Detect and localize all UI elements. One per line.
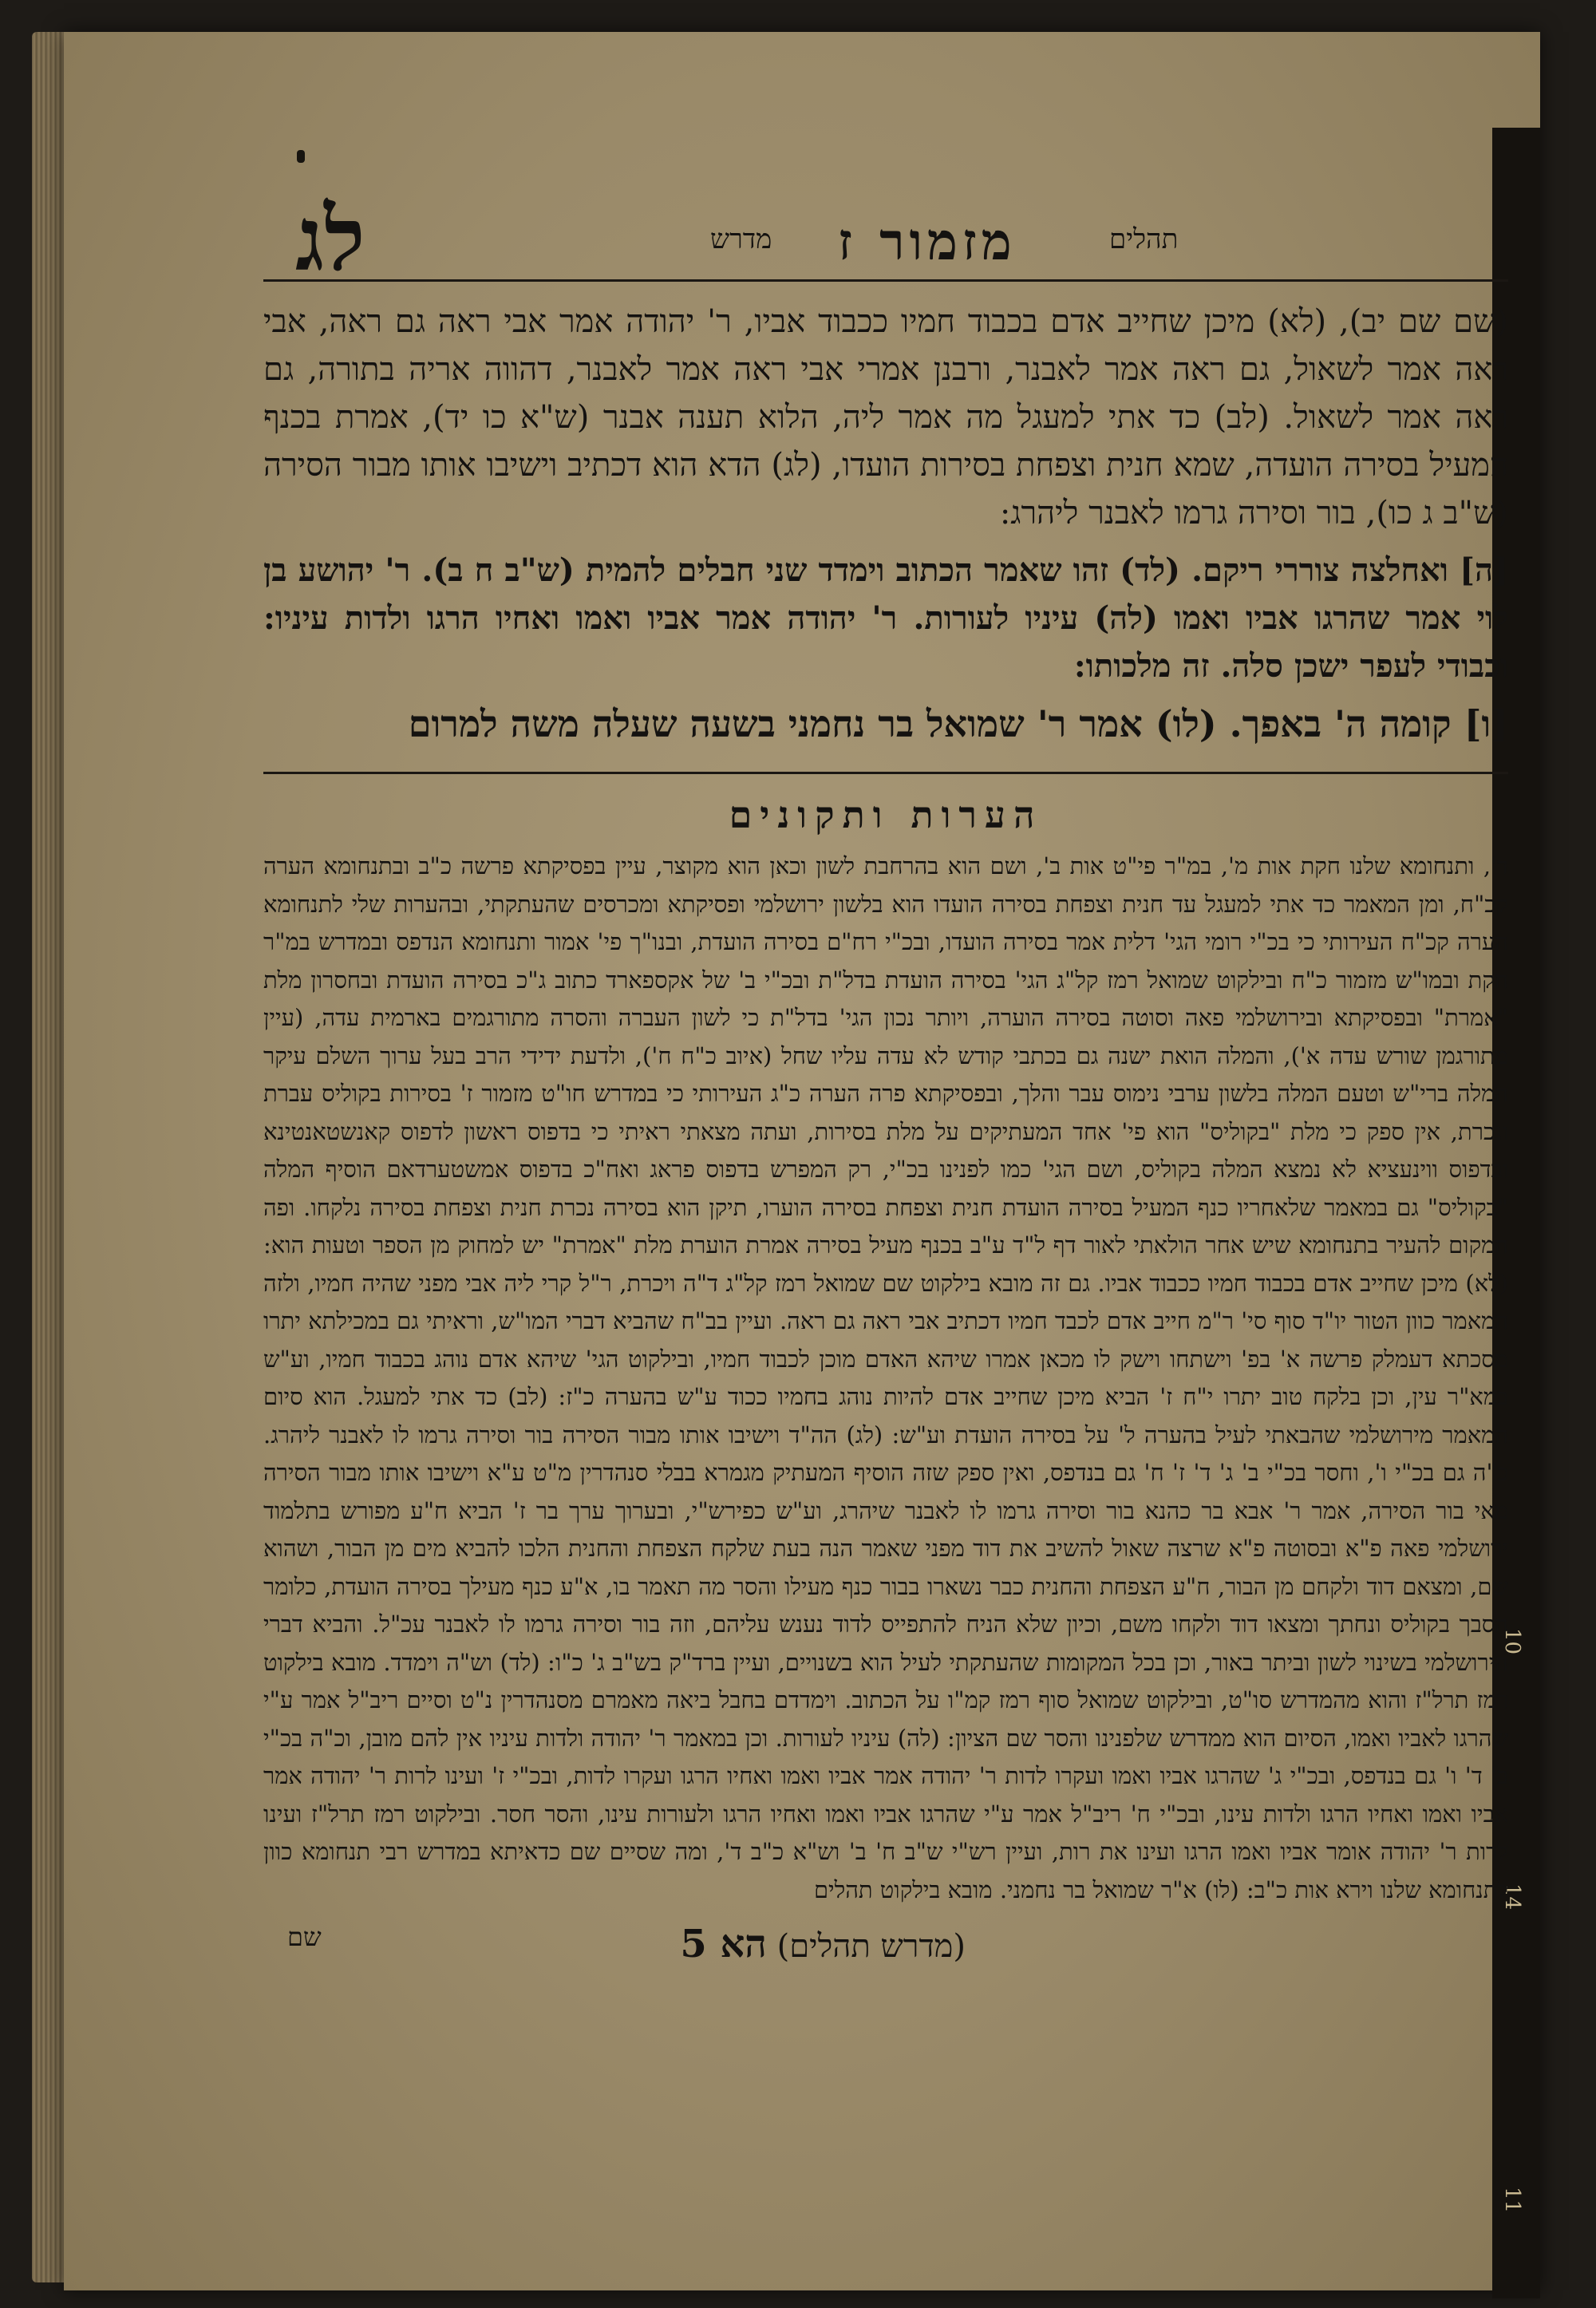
margin-number: 11 bbox=[1500, 2187, 1524, 2214]
main-paragraph: [ה] ואחלצה צוררי ריקם. (לד) זהו שאמר הכתוב וימדד שני חבלים להמית (ש"ב ח ב). ר' יהושע בן לוי אמר שהרגו אביו ואמו (לה) עיניו לעורות. ר' יהודה אמר אביו ואמו ואחיו הרגו ולדות עיניו: וכבודי לעפר ישכן סלה. זה מלכותו: bbox=[263, 551, 1508, 685]
psalm-label: מזמור ז bbox=[838, 212, 1017, 272]
page-footer bbox=[263, 1917, 1508, 1989]
running-header bbox=[263, 188, 1508, 290]
notes-title: הערות ותקונים bbox=[729, 793, 1043, 836]
signature-mark: הא 5 bbox=[680, 1922, 767, 1966]
notes-paragraph: ד', ותנחומא שלנו חקת אות מ', במ"ר פי"ט אות ב', ושם הוא בהרחבת לשון וכאן הוא מקוצר, עיין בפסיקתא פרשה כ"ב ובתנחומא הערה קכ"ח, ומן המאמר כד אתי למעגל עד חנית וצפחת בסירה הועדו הוא בלשון ירושלמי ופסיקתא ומכרסים שהעתקתי, ובהערות שלי לתנחומא הערה קכ"ח העירותי כי בכ"י רומי הגי' דלית אמר בסירה הועדו, ובכ"י רח"ם בסירה הועדת, ובנו"ך פי' אמור ותנחומא הנדפס ובמדרש במ"ר חקת ובמו"ש מזמור כ"ח ובילקוט שמואל רמז קל"ג הגי' בסירה הועדת בדל"ת ובכ"י ב' של אקספארד כתוב ג"כ בסירה הועדת ובחסרון מלת "אמרת" ובפסיקתא ובירושלמי פאה וסוטה בסירה הוערה, ויותר נכון הגי' בדל"ת כי לשון העברה והסרה מתורגמים בארמית עדה, (עיין מתורגמן שורש עדה א'), והמלה הואת ישנה גם בכתבי קודש לא עדה עליו שחל (איוב כ"ח ח'), ולדעת ידידי הרב בעל ערוך השלם עיקר המלה ברי"ש וטעם המלה בלשון ערבי נימוס עבר והלך, ובפסיקתא פרה הערה כ"ג העירותי כי במדרש חו"ט מזמור ז' בסירות בקוליס עברת ונכרת, אין ספק כי מלת "בקוליס" הוא פי' אחד המעתיקים על מלת בסירות, ועתה מצאתי ראיתי כי בדפוס ראשון לדפוס קאנשטאנטינא ובדפוס ווינעציא לא נמצא המלה בקוליס, ושם הגי' כמו לפנינו בכ"י, רק המפרש בדפוס פראג ואח"כ בדפוס אמשטערדאם הוסיף המלה "בקוליס" גם במאמר שלאחריו כנף המעיל בסירה הועדת חנית וצפחת בסירה הוערו, תיקן הוא בסירה נכרת חנית וצפחת בסירה נלקחו. ופה המקום להעיר בתנחומא שיש אחר הולאתי לאור דף ל"ד ע"ב בכנף מעיל בסירה אמרת הוערת מלת "אמרת" יש למחוק מן הספר וטעות הוא: (לא) מיכן שחייב אדם בכבוד חמיו ככבוד אביו. גם זה מובא בילקוט שם שמואל רמז קל"ג ד"ה ויכרת, ר"ל קרי ליה אבי מפני שהיה חמיו, ולזה המאמר כוון הטור יו"ד סוף סי' ר"מ חייב אדם לכבד חמיו דכתיב אבי ראה גם ראה. ועיין בב"ח שהביא דברי המו"ש, וראיתי גם במכילתא יתרו מסכתא דעמלק פרשה א' בפ' וישתחו וישק לו מכאן אמרו שיהא האדם מוכן לכבוד חמיו, ובילקוט הגי' שיהא אדם נוהג בכבוד חמיו, וע"ש במא"ר עין, וכן בלקח טוב יתרו י"ח ז' הביא מיכן שחייב אדם להיות נוהג בחמיו ככוד ע"ש בהערה כ"ז: (לב) כד אתי למעגל. הוא סיום המאמר מירושלמי שהבאתי לעיל בהערה ל' על בסירה הועדת וע"ש: (לג) הה"ד וישיבו אותו מבור הסירה בור וסירה גרמו לו לאבנר ליהרג. כ"ה גם בכ"י ו', וחסר בכ"י ב' ג' ד' ז' ח' גם בנדפס, ואין ספק שזה הוסיף המעתיק מגמרא בבלי סנהדרין מ"ט ע"א וישיבו אותו מבור הסירה מאי בור הסירה, אמר ר' אבא בר כהנא בור וסירה גרמו לו לאבנר שיהרג, וע"ש כפירש"י, ובערוך ערך בר ז' הביא ח"ע מפורש בתלמוד ירושלמי פאה פ"א ובסוטה פ"א שרצה שאול להשיב את דוד מפני שאמר הנה בעת שלקח הצפחת והחנית הלכו להביא מים מן הבור, ושהוא שם, ומצאם דוד ולקחם מן הבור, ח"ע הצפחת והחנית כבר נשארו בבור כנף מעילו והסר מה תאמר בו, א"ע כנף מעילך בסירה הועדת, כלומר הסבך בקוליס ונחתך ומצאו דוד ולקחו משם, וכיון שלא הניח להתפייס לדוד נענש עליהם, וזה בור וסירה גרמו לו לאבנר עכ"ל. והביא דברי הירושלמי בשינוי לשון וביתר באור, וכן בכל המקומות שהעתקתי לעיל הוא בשנויים, ועיין ברד"ק בש"ב ג' כ"ו: (לד) וש"ה וימדד. מובא בילקוט רמז תרל"ז והוא מהמדרש סו"ט, ובילקוט שמואל סוף רמז קמ"ו על הכתוב. וימדדם בחבל ביאה מאמרם מסנהדרין נ"ט וסיים ריב"ל אמר ע"י שהרגו לאביו ואמו, הסיום הוא ממדרש שלפנינו והסר שם הציון: (לה) עיניו לעורות. וכן במאמר ר' יהודה ולדות עיניו אין להם מובן, וכ"ה בכ"י ב' ד' ו' גם בנדפס, ובכ"י ג' שהרגו אביו ואמו ועקרו לדות ר' יהודה אמר אביו ואמו ואחיו הרגו ועקרו לדות, ובכ"י ז' ועינו לרות ר' יהודה אמר אביו ואמו ואחיו הרגו ולדות עינו, ובכ"י ח' ריב"ל אמר ע"י שהרגו אביו ואמו ואחיו הרגו ולעורות עינו, והסר חסר. ובילקוט רמז תרל"ז ועינו לרות ר' יהודה אומר אביו ואמו הרגו ועינו את רות, ועיין רש"י ש"ב ח' ב' וש"א כ"ב ד', ומה שסיים שם כדאיתא במדרש רבי תנחומא כוון לתנחומא שלנו וירא אות כ"ב: (לו) א"ר שמואל בר נחמני. מובא בילקוט תהלים bbox=[263, 852, 1508, 1903]
main-paragraph: (שם שם יב), (לא) מיכן שחייב אדם בכבוד חמיו ככבוד אביו, ר' יהודה אמר אבי ראה גם ראה, אבי ראה אמר לשאול, גם ראה אמר לאבנר, ורבנן אמרי אבי ראה אמר לאבנר, דהווה אריה בתורה, גם ראה אמר לשאול. (לב) כד אתי למעגל מה אמר ליה, הלוא תענה אבנר (ש"א כו יד), אמרת בכנף המעיל בסירה הועדה, שמא חנית וצפחת בסירות הועדו, (לג) הדא הוא דכתיב וישיבו אותו מבור הסירה (ש"ב ג כו), בור וסירה גרמו לאבנר ליהרג: bbox=[263, 303, 1509, 532]
main-paragraph: [ו] קומה ה' באפך. (לו) אמר ר' שמואל בר נחמני בשעה שעלה משה למרום bbox=[408, 702, 1508, 745]
ink-dot bbox=[297, 150, 305, 163]
margin-number: 10 bbox=[1500, 1628, 1524, 1655]
footer-folio: שם bbox=[287, 1922, 322, 1952]
page-content bbox=[263, 188, 1509, 1989]
book-label: מדרש bbox=[710, 223, 772, 255]
margin-number: 14 bbox=[1500, 1883, 1524, 1911]
signature-label: (מדרש תהלים) bbox=[776, 1928, 966, 1965]
tehilim-label: תהלים bbox=[1109, 223, 1179, 255]
notes-body bbox=[263, 848, 1508, 1909]
signature-line bbox=[680, 1922, 966, 1966]
page-number: לג bbox=[295, 188, 365, 290]
section-divider bbox=[263, 772, 1508, 774]
main-text bbox=[263, 298, 1508, 748]
